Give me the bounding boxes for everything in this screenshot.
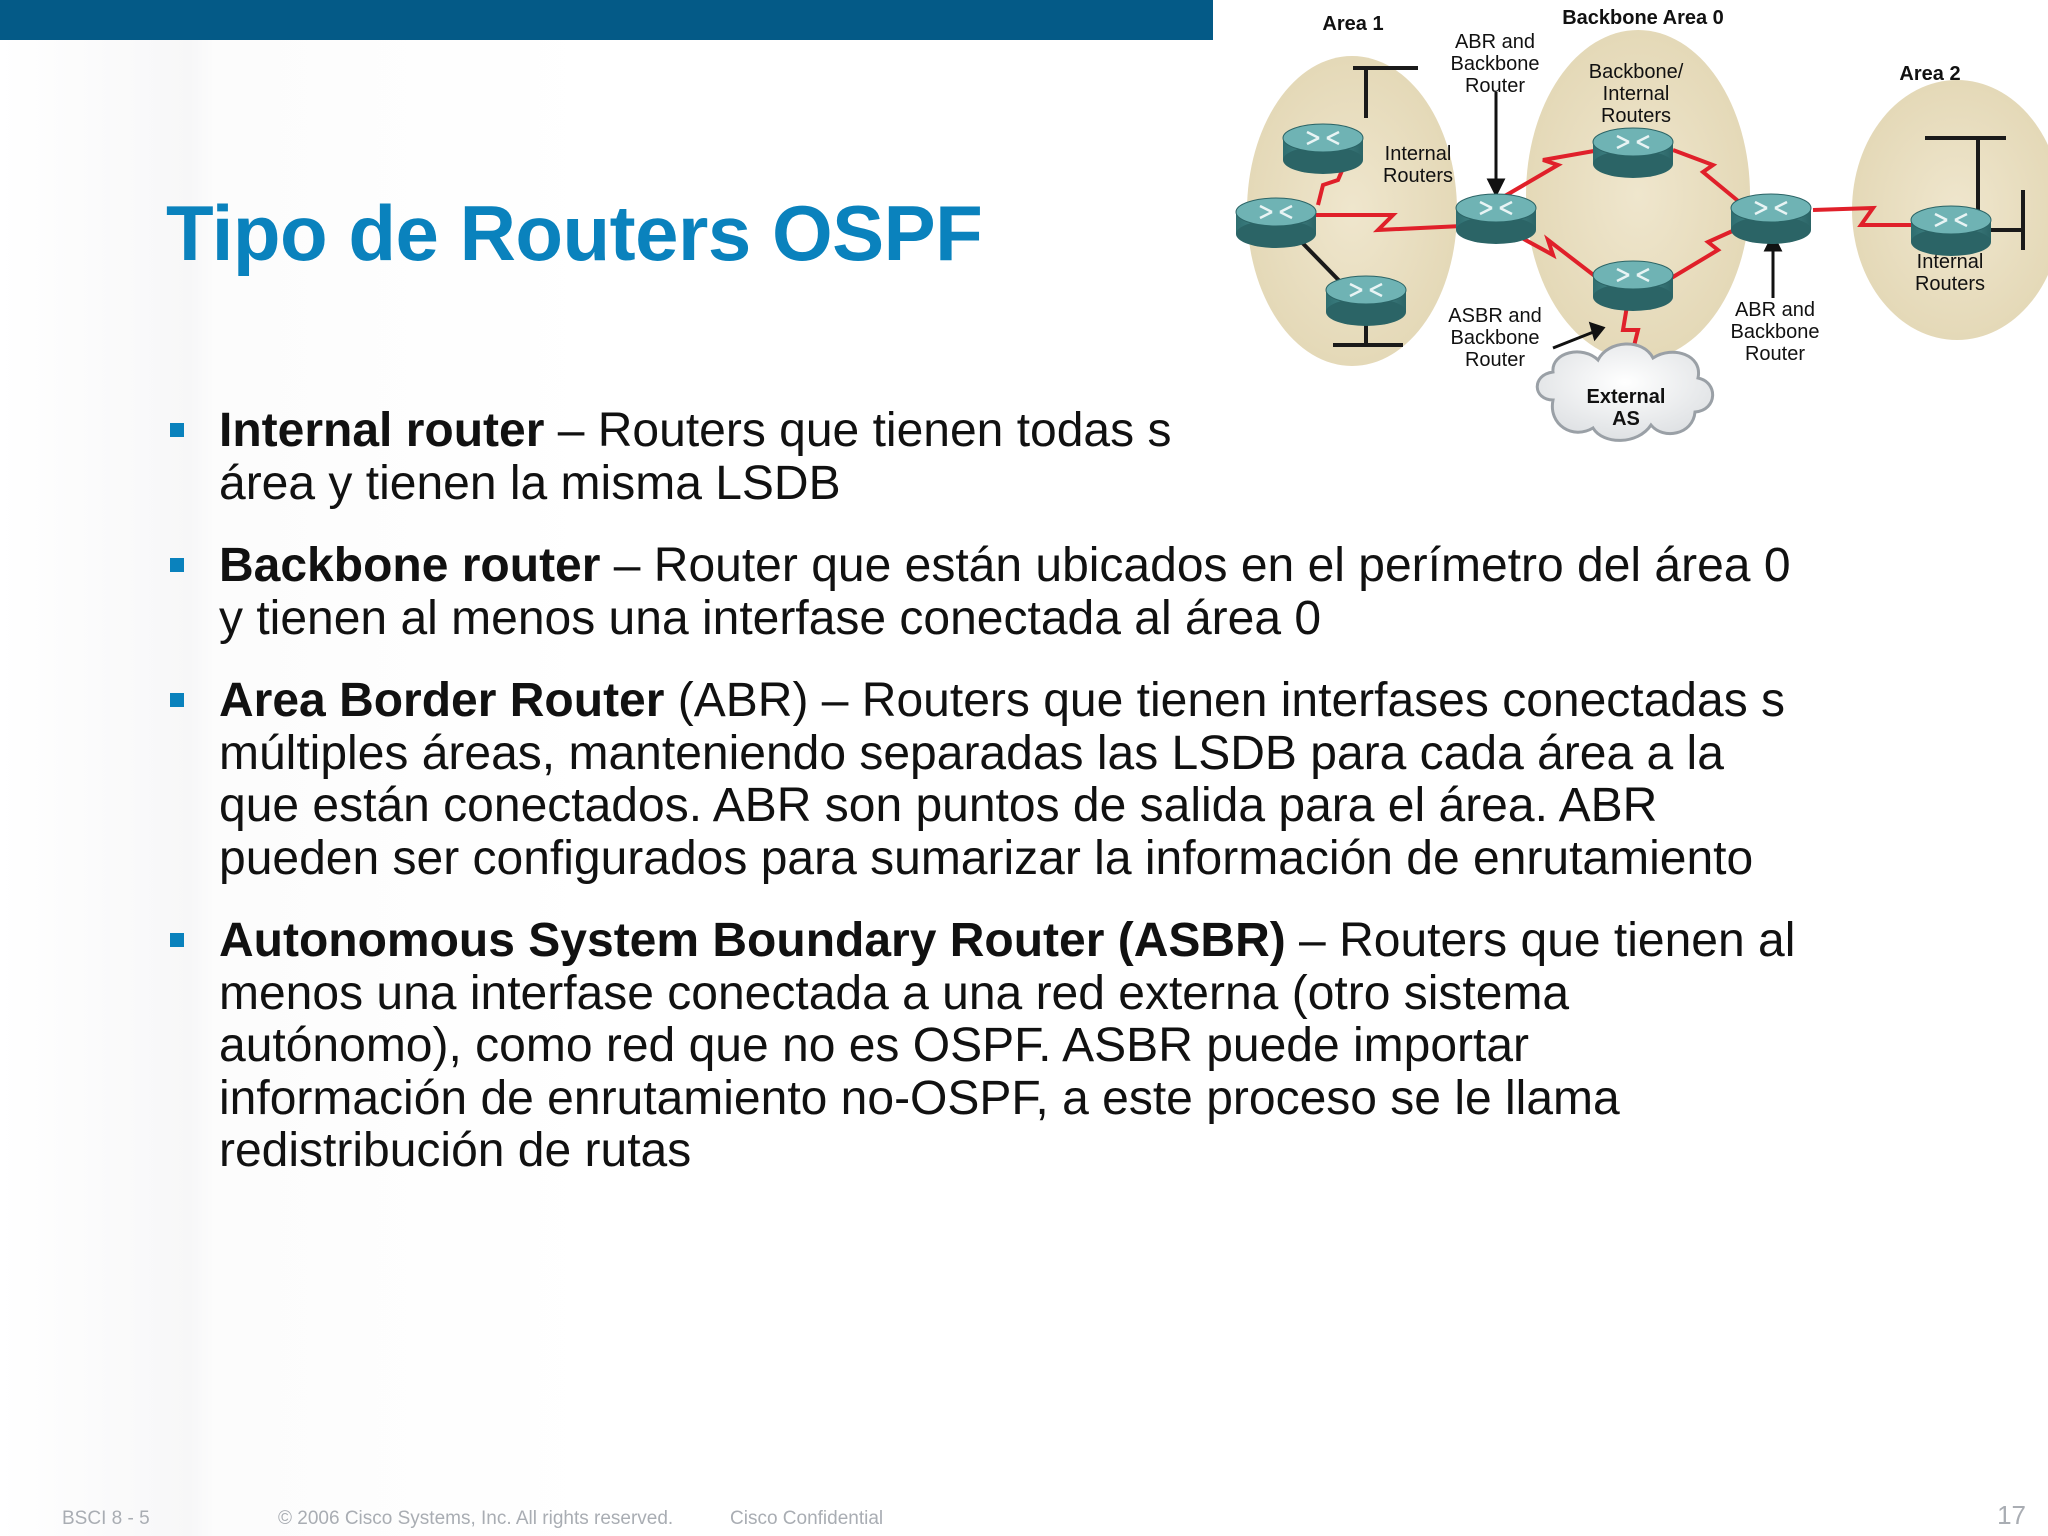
bullet-marker: [170, 693, 184, 707]
ospf-topology-diagram: [1213, 0, 2048, 470]
bullet-marker: [170, 933, 184, 947]
bullet-line: área y tienen la misma LSDB: [219, 456, 841, 510]
bullet-line: [219, 915, 1926, 968]
router-icon: [1456, 194, 1536, 244]
router-icon: [1593, 261, 1673, 311]
router-icon: [1236, 198, 1316, 248]
router-icon: [1593, 128, 1673, 178]
bullet-term: Area Border Router: [219, 674, 665, 727]
internal-routers-right-label: Internal: [1916, 251, 1984, 273]
page-number: 17: [1997, 1500, 2026, 1530]
external-as-label: External: [1586, 386, 1666, 408]
top-accent-bar: [0, 0, 1213, 40]
abr-backbone-right-label: ABR and: [1734, 299, 1816, 321]
bullet-line: redistribución de rutas: [219, 1124, 692, 1177]
footer-confidential: Cisco Confidential: [730, 1508, 884, 1529]
bullet-area-border-router: [166, 675, 1926, 885]
router-icon: [1731, 194, 1811, 244]
bullet-line: [219, 540, 1926, 593]
router-icon: [1283, 124, 1363, 174]
backbone-area-label: Backbone Area 0: [1562, 7, 1724, 29]
abr-backbone-label: Backbone: [1450, 53, 1540, 75]
abr-backbone-right-label: Router: [1744, 343, 1806, 365]
backbone-internal-label: Internal: [1602, 83, 1670, 105]
asbr-backbone-label: Backbone: [1450, 327, 1540, 349]
bullet-asbr: [166, 915, 1926, 1178]
bullet-line: múltiples áreas, manteniendo separadas las LSDB para cada área a la: [219, 726, 1724, 780]
external-as-label: AS: [1612, 408, 1640, 430]
bullet-list: [166, 405, 1926, 1208]
area-2-label: Area 2: [1899, 63, 1961, 85]
asbr-backbone-label: ASBR and: [1448, 305, 1542, 327]
router-icon: [1911, 206, 1991, 256]
abr-backbone-label: Router: [1464, 75, 1526, 97]
abr-backbone-label: ABR and: [1454, 31, 1536, 53]
bullet-marker: [170, 558, 184, 572]
backbone-internal-label: Routers: [1600, 105, 1672, 127]
area-1-label: Area 1: [1322, 13, 1384, 35]
bullet-line: menos una interfase conectada a una red externa (otro sistema: [219, 966, 1570, 1020]
bullet-line: [219, 675, 1926, 728]
router-icon: [1326, 276, 1406, 326]
internal-routers-right-label: Routers: [1914, 273, 1986, 295]
asbr-backbone-label: Router: [1464, 349, 1526, 371]
bullet-line: autónomo), como red que no es OSPF. ASBR puede importar: [219, 1019, 1530, 1072]
bullet-term: Internal router: [219, 404, 545, 457]
bullet-text: – Routers que tienen todas s: [544, 404, 1172, 457]
internal-routers-label: Internal: [1384, 143, 1452, 165]
bullet-term: Autonomous System Boundary Router (ASBR): [219, 914, 1286, 967]
internal-routers-label: Routers: [1382, 165, 1454, 187]
bullet-line: y tienen al menos una interfase conectada al área 0: [219, 591, 1322, 645]
bullet-term: Backbone router: [219, 539, 601, 592]
backbone-internal-label: Backbone/: [1588, 61, 1684, 83]
bullet-line: pueden ser configurados para sumarizar la información de enrutamiento: [219, 831, 1754, 885]
bullet-text: – Routers que tienen al: [1285, 914, 1796, 967]
abr-backbone-right-label: Backbone: [1730, 321, 1820, 343]
bullet-text: (ABR) – Routers que tienen interfases conectadas s: [664, 674, 1786, 727]
bullet-line: que están conectados. ABR son puntos de salida para el área. ABR: [219, 779, 1658, 832]
footer-course-code: BSCI 8 - 5: [62, 1508, 150, 1529]
bullet-text: – Router que están ubicados en el perímetro del área 0: [600, 539, 1791, 592]
slide-title: Tipo de Routers OSPF: [166, 189, 983, 277]
bullet-backbone-router: [166, 540, 1926, 645]
external-as-cloud: [1537, 344, 1712, 440]
bullet-marker: [170, 423, 184, 437]
footer-copyright: © 2006 Cisco Systems, Inc. All rights reserved.: [278, 1508, 674, 1529]
bullet-line: información de enrutamiento no-OSPF, a este proceso se le llama: [219, 1071, 1620, 1125]
